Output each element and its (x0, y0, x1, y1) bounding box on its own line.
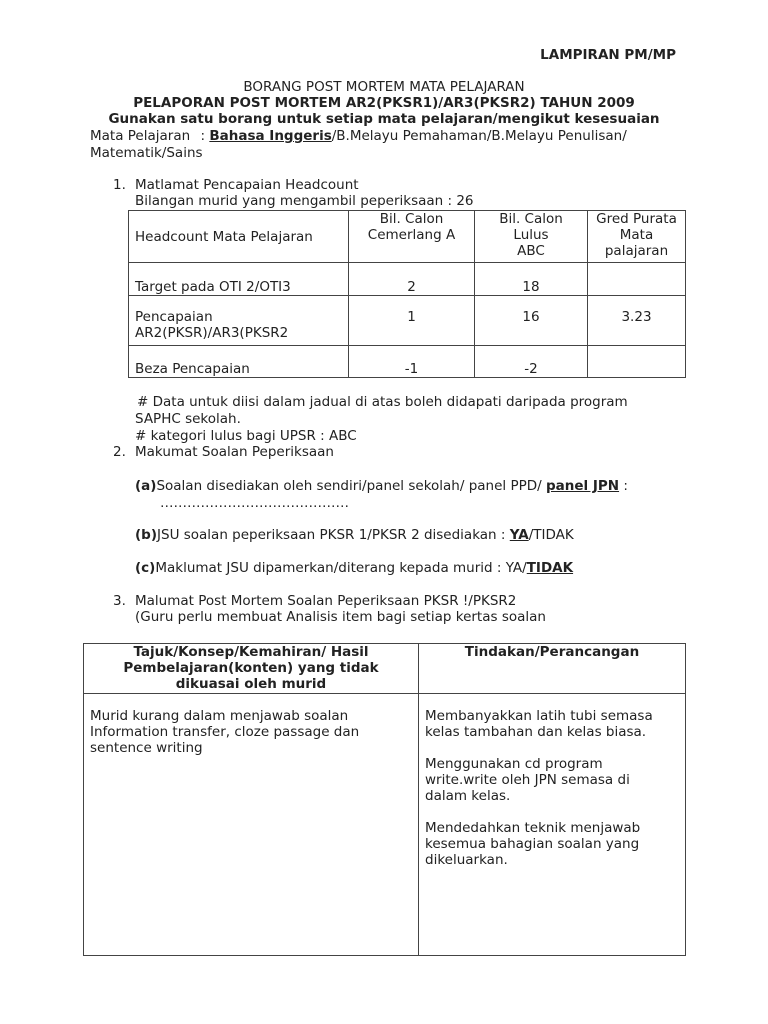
header-tajuk-line3: dikuasai oleh murid (175, 676, 327, 692)
row-target-abc: 18 (475, 263, 588, 296)
item-c (135, 560, 573, 577)
item-c-selected: TIDAK (526, 560, 574, 576)
row-pencapaian-abc: 16 (475, 296, 588, 346)
lampiran-label: LAMPIRAN PM/MP (540, 47, 676, 63)
row-pencapaian-a: 1 (349, 296, 475, 346)
header-cemerlang (349, 211, 475, 263)
item-b-end: /TIDAK (528, 527, 574, 543)
header-lulus-line3: ABC (517, 243, 545, 259)
section3-subtitle: (Guru perlu membuat Analisis item bagi setiap kertas soalan (135, 609, 546, 625)
item-b (135, 527, 574, 544)
item-c-label: (c) (135, 560, 156, 576)
table-row (84, 694, 686, 956)
tindakan-3-line3: dikeluarkan. (425, 852, 508, 868)
tajuk-line3: sentence writing (90, 740, 203, 756)
row-target-gred (588, 263, 686, 296)
row-pencapaian-label-2: AR2(PKSR)/AR3(PKSR2 (135, 325, 289, 341)
cell-tajuk-content (84, 694, 419, 956)
tindakan-2-line1: Menggunakan cd program (425, 756, 603, 772)
row-target-label: Target pada OTI 2/OTI3 (129, 263, 349, 296)
form-title: BORANG POST MORTEM MATA PELAJARAN (243, 79, 525, 95)
table-row (129, 263, 686, 296)
header-cemerlang-line1: Bil. Calon (379, 211, 444, 227)
tindakan-para-3 (425, 820, 679, 868)
item-a (135, 478, 628, 495)
tindakan-1-line2: kelas tambahan dan kelas biasa. (425, 724, 647, 740)
cell-tindakan-content (419, 694, 686, 956)
row-pencapaian-label-1: Pencapaian (135, 309, 213, 325)
tajuk-line2: Information transfer, cloze passage dan (90, 724, 360, 740)
headcount-header-row (129, 211, 686, 263)
section2-title: Makumat Soalan Peperiksaan (135, 444, 334, 460)
section1-title: Matlamat Pencapaian Headcount (135, 177, 359, 193)
subject-selected: Bahasa Inggeris (209, 128, 332, 144)
item-b-selected: YA (509, 527, 529, 543)
subject-label: Mata Pelajaran (90, 128, 191, 144)
subject-options-2: Matematik/Sains (90, 145, 203, 161)
row-target-a: 2 (349, 263, 475, 296)
header-gred-line1: Gred Purata (596, 211, 677, 227)
header-tajuk-line1: Tajuk/Konsep/Kemahiran/ Hasil (133, 644, 369, 660)
subject-options: /B.Melayu Pemahaman/B.Melayu Penulisan/ (331, 128, 627, 144)
section1-number: 1. (113, 177, 126, 193)
note-kategori: # kategori lulus bagi UPSR : ABC (135, 428, 357, 444)
header-tajuk-line2: Pembelajaran(konten) yang tidak (123, 660, 379, 676)
item-b-text: JSU soalan peperiksaan PKSR 1/PKSR 2 disediakan : (157, 527, 510, 543)
post-mortem-header-row (84, 644, 686, 694)
item-a-label: (a) (135, 478, 157, 494)
tajuk-line1: Murid kurang dalam menjawab soalan (90, 708, 349, 724)
table-row (129, 296, 686, 346)
item-a-dots: …………………………………… (160, 495, 349, 511)
section3-title: Malumat Post Mortem Soalan Peperiksaan PKSR !/PKSR2 (135, 593, 517, 609)
table-row (129, 346, 686, 378)
tindakan-para-2 (425, 756, 679, 804)
tindakan-2-line2: write.write oleh JPN semasa di (425, 772, 630, 788)
section1-count: Bilangan murid yang mengambil peperiksaan : 26 (135, 193, 474, 209)
tindakan-para-1 (425, 708, 679, 740)
row-pencapaian-gred: 3.23 (588, 296, 686, 346)
subject-line (90, 128, 627, 145)
row-beza-abc: -2 (475, 346, 588, 378)
header-tindakan: Tindakan/Perancangan (419, 644, 686, 694)
header-gred-line2: Mata (619, 227, 654, 243)
header-gred (588, 211, 686, 263)
item-a-end: : (619, 478, 628, 494)
headcount-table (128, 210, 686, 378)
header-lulus-line2: Lulus (513, 227, 549, 243)
note-data-source: # Data untuk diisi dalam jadual di atas boleh didapati daripada program (137, 394, 628, 410)
note-data-source-2: SAPHC sekolah. (135, 411, 241, 427)
header-gred-line3: palajaran (604, 243, 669, 259)
section3-number: 3. (113, 593, 126, 609)
header-lulus (475, 211, 588, 263)
tindakan-3-line2: kesemua bahagian soalan yang (425, 836, 640, 852)
item-a-text: Soalan disediakan oleh sendiri/panel sekolah/ panel PPD/ (156, 478, 546, 494)
item-c-text: Maklumat JSU dipamerkan/diterang kepada murid : YA/ (155, 560, 527, 576)
header-headcount: Headcount Mata Pelajaran (129, 211, 349, 263)
row-beza-gred (588, 346, 686, 378)
post-mortem-table (83, 643, 686, 956)
item-a-selected: panel JPN (545, 478, 620, 494)
instruction-title: Gunakan satu borang untuk setiap mata pelajaran/mengikut kesesuaian (108, 111, 660, 127)
tindakan-2-line3: dalam kelas. (425, 788, 511, 804)
item-b-label: (b) (135, 527, 158, 543)
subject-sep: : (200, 128, 206, 144)
header-cemerlang-line2: Cemerlang A (367, 227, 456, 243)
header-tajuk (84, 644, 419, 694)
row-pencapaian-label (129, 296, 349, 346)
header-lulus-line1: Bil. Calon (499, 211, 563, 227)
tindakan-3-line1: Mendedahkan teknik menjawab (425, 820, 641, 836)
row-beza-label: Beza Pencapaian (129, 346, 349, 378)
section2-number: 2. (113, 444, 126, 460)
row-beza-a: -1 (349, 346, 475, 378)
tindakan-1-line1: Membanyakkan latih tubi semasa (425, 708, 653, 724)
report-title: PELAPORAN POST MORTEM AR2(PKSR1)/AR3(PKSR2) TAHUN 2009 (133, 95, 635, 111)
